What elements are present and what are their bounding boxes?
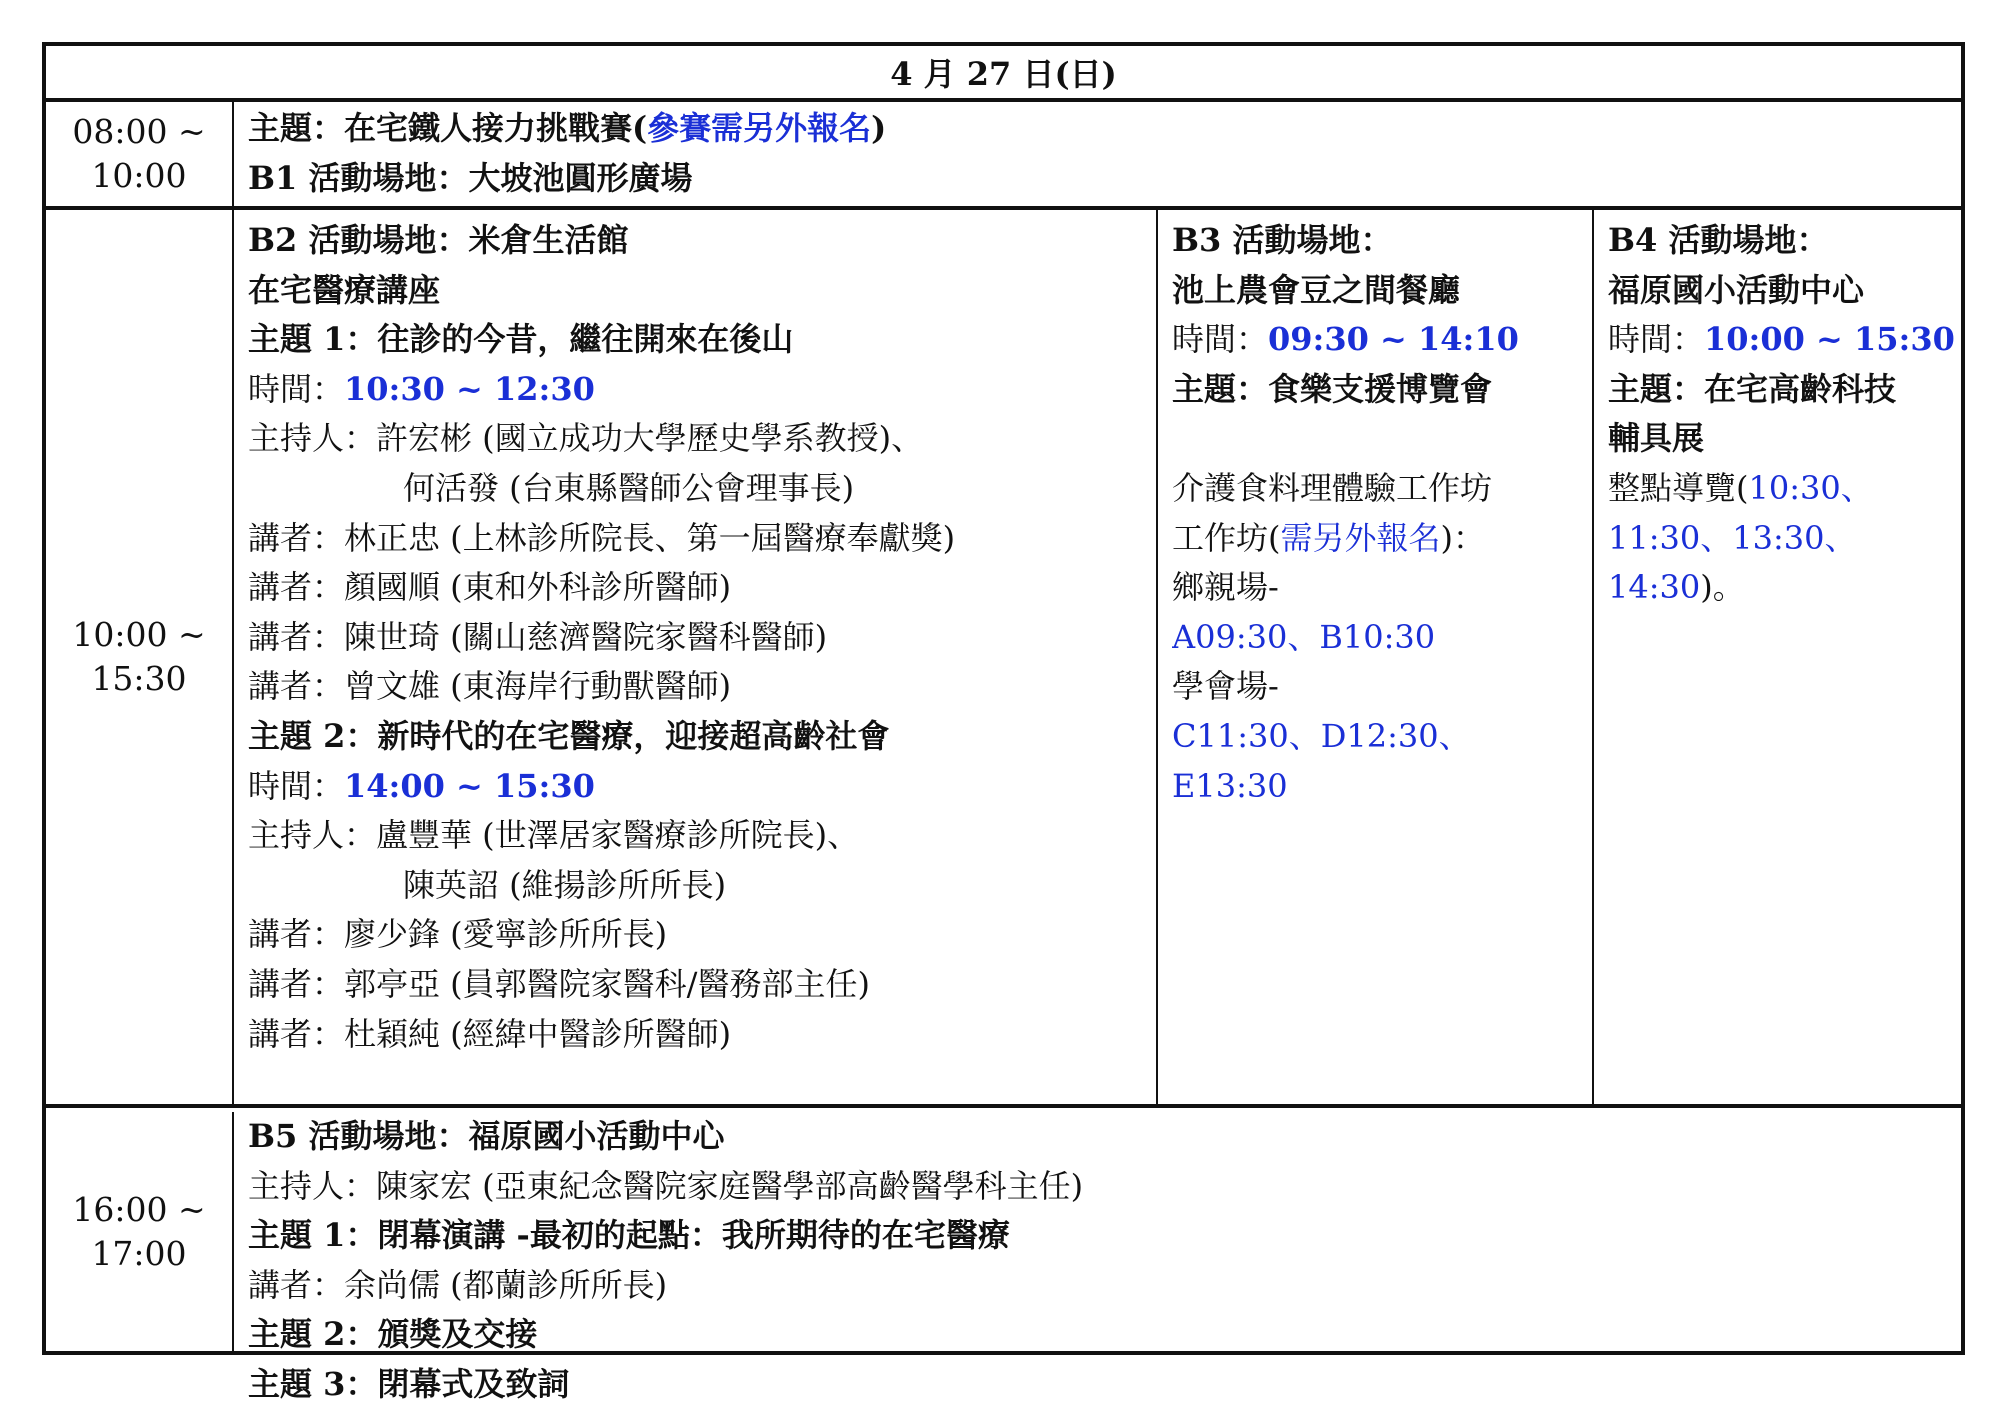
b2-host1a: 主持人：許宏彬 (國立成功大學歷史學系教授)、 <box>248 419 924 458</box>
b3-venue-l1: B3 活動場地： <box>1172 221 1393 259</box>
b2-program: 在宅醫療講座 <box>248 270 441 309</box>
time-label: 時間： <box>1172 320 1269 359</box>
b3-session2-times-b: E13:30 <box>1172 766 1288 805</box>
venue-line: B1 活動場地：大坡池圓形廣場 <box>248 158 693 197</box>
b3-session1-times: A09:30、B10:30 <box>1172 617 1436 656</box>
b3-venue-l2: 池上農會豆之間餐廳 <box>1172 270 1461 309</box>
tour-time: 14:30 <box>1608 568 1701 607</box>
session-row-1 <box>46 102 1961 210</box>
b3-time <box>1172 315 1592 365</box>
b2-cell <box>234 210 1156 1104</box>
content-cell <box>234 102 1961 206</box>
registration-note: 參賽需另外報名 <box>647 109 872 147</box>
time-label: 時間： <box>248 766 345 805</box>
blank-line <box>1172 414 1592 464</box>
b2-time1 <box>248 365 1156 415</box>
b4-venue-l1: B4 活動場地： <box>1608 221 1829 259</box>
b3-session1-label: 鄉親場- <box>1172 568 1279 607</box>
b2-speaker1c: 講者：陳世琦 (關山慈濟醫院家醫科醫師) <box>248 617 828 656</box>
time-value: 09:30 ~ 14:10 <box>1268 320 1519 359</box>
b4-topic-l2: 輔具展 <box>1608 419 1705 458</box>
b2-speaker2a: 講者：廖少鋒 (愛寧診所所長) <box>248 915 668 954</box>
topic-line <box>248 104 1961 154</box>
time-cell <box>46 102 234 206</box>
text-suffix: )。 <box>1700 568 1745 607</box>
topic-suffix: ) <box>871 109 887 147</box>
text-suffix: )： <box>1440 518 1486 557</box>
b2-venue: B2 活動場地：米倉生活館 <box>248 221 629 259</box>
b2-speaker1d: 講者：曾文雄 (東海岸行動獸醫師) <box>248 667 732 706</box>
b2-time2 <box>248 762 1156 812</box>
session-row-3 <box>46 1112 1961 1403</box>
b4-venue-l2: 福原國小活動中心 <box>1608 270 1865 309</box>
time-start: 10:00 ~ <box>72 615 206 654</box>
registration-note: 需另外報名 <box>1280 518 1441 557</box>
b3-session2-label: 學會場- <box>1172 667 1279 706</box>
b3-topic: 主題：食樂支援博覽會 <box>1172 369 1493 408</box>
topic-prefix: 主題：在宅鐵人接力挑戰賽( <box>248 109 648 147</box>
b4-topic-l1: 主題：在宅高齡科技 <box>1608 369 1897 408</box>
time-end: 15:30 <box>91 659 187 698</box>
time-cell <box>46 1112 234 1351</box>
b4-tour-l3 <box>1608 563 1961 613</box>
b2-speaker2c: 講者：杜穎純 (經緯中醫診所醫師) <box>248 1014 732 1053</box>
time-value: 14:00 ~ 15:30 <box>344 766 595 805</box>
b2-speaker1b: 講者：顏國順 (東和外科診所醫師) <box>248 568 732 607</box>
b5-venue: B5 活動場地：福原國小活動中心 <box>248 1117 725 1155</box>
tour-time: 10:30、 <box>1748 468 1873 507</box>
b2-host2b: 陳英詔 (維揚診所所長) <box>403 865 727 904</box>
b3-workshop: 介護食料理體驗工作坊 <box>1172 468 1493 507</box>
date-header: 4 月 27 日(日) <box>46 46 1961 102</box>
b2-topic2: 主題 2：新時代的在宅醫療，迎接超高齡社會 <box>248 716 890 755</box>
b5-topic2: 主題 2：頒獎及交接 <box>248 1315 538 1354</box>
time-end: 17:00 <box>91 1233 187 1273</box>
b2-speaker1a: 講者：林正忠 (上林診所院長、第一屆醫療奉獻獎) <box>248 518 956 557</box>
b2-host2a: 主持人：盧豐華 (世澤居家醫療診所院長)、 <box>248 816 860 855</box>
b4-tour-l2: 11:30、13:30、 <box>1608 518 1857 557</box>
time-start: 16:00 ~ <box>72 1189 206 1229</box>
time-label: 時間： <box>1608 320 1705 359</box>
time-cell <box>46 210 234 1104</box>
session-row-2 <box>46 210 1961 1108</box>
b2-speaker2b: 講者：郭亭亞 (員郭醫院家醫科/醫務部主任) <box>248 964 870 1003</box>
b2-host1b: 何活發 (台東縣醫師公會理事長) <box>403 468 855 507</box>
time-label: 時間： <box>248 369 345 408</box>
b2-topic1: 主題 1：往診的今昔，繼往開來在後山 <box>248 320 794 359</box>
time-value: 10:00 ~ 15:30 <box>1704 320 1955 359</box>
text-prefix: 工作坊( <box>1172 518 1281 557</box>
b5-topic3: 主題 3：閉幕式及致詞 <box>248 1364 570 1403</box>
b3-workshop-register <box>1172 514 1592 564</box>
time-end: 10:00 <box>91 156 187 195</box>
b3-cell <box>1156 210 1592 1104</box>
b5-topic1: 主題 1：閉幕演講 -最初的起點：我所期待的在宅醫療 <box>248 1216 1010 1255</box>
b5-speaker: 講者：余尚儒 (都蘭診所所長) <box>248 1265 668 1304</box>
b5-host: 主持人：陳家宏 (亞東紀念醫院家庭醫學部高齡醫學科主任) <box>248 1166 1084 1205</box>
time-value: 10:30 ~ 12:30 <box>344 369 595 408</box>
schedule-table <box>42 42 1965 1403</box>
text-prefix: 整點導覽( <box>1608 468 1749 507</box>
b4-tour-l1 <box>1608 464 1961 514</box>
b4-time <box>1608 315 1961 365</box>
time-start: 08:00 ~ <box>72 112 206 151</box>
b4-cell <box>1592 210 1961 1104</box>
b5-cell <box>234 1112 1961 1403</box>
b3-session2-times-a: C11:30、D12:30、 <box>1172 716 1471 755</box>
